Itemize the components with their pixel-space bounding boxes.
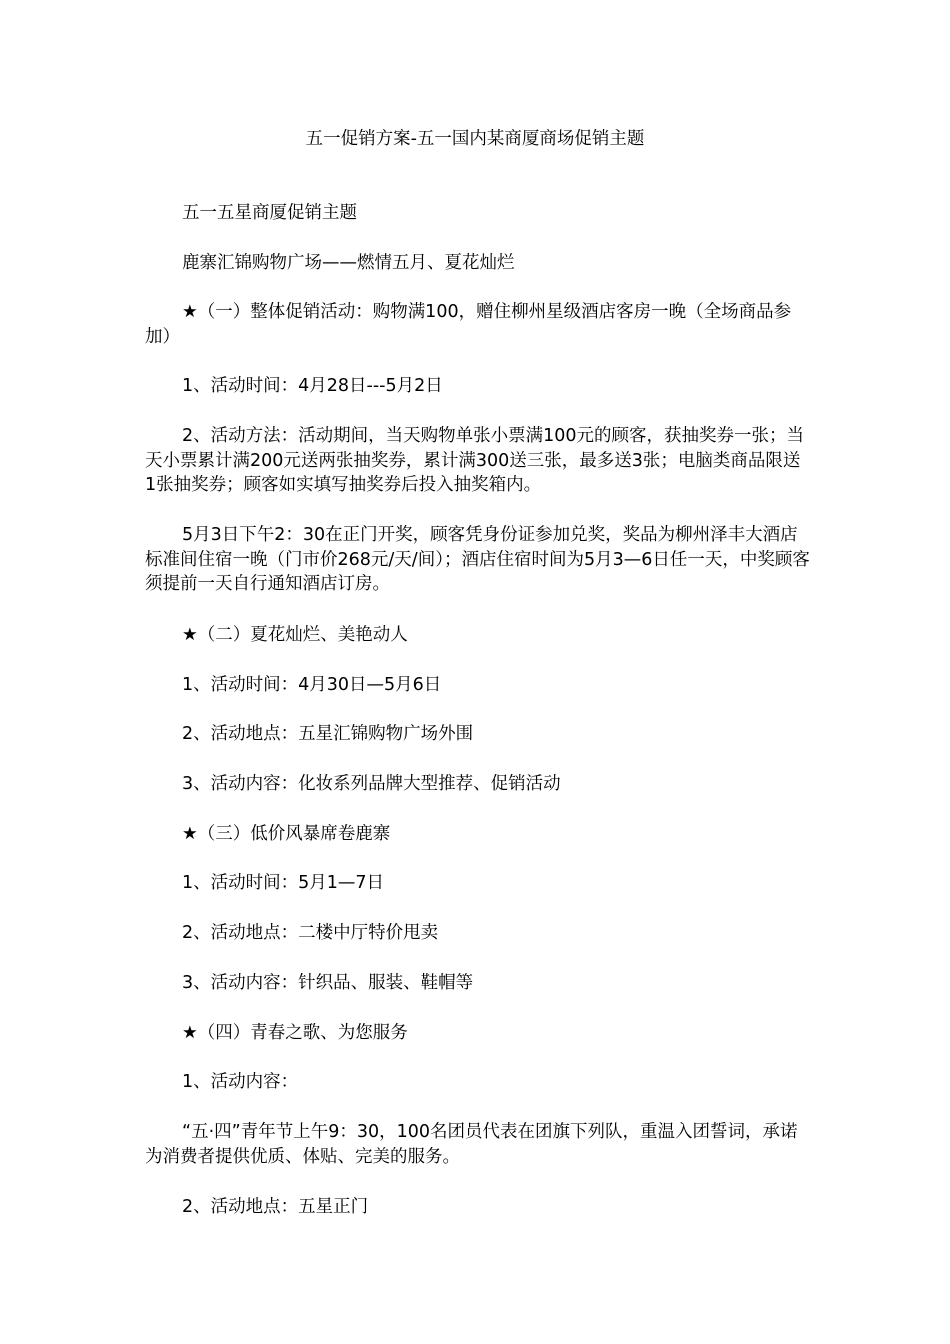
paragraph-section-4-heading: ★（四）青春之歌、为您服务 [182,1023,408,1043]
paragraph-section-3-time: 1、活动时间：5月1—7日 [182,873,385,893]
paragraph-section-1-time: 1、活动时间：4月28日---5月2日 [182,376,443,396]
paragraph-section-3-location: 2、活动地点：二楼中厅特价甩卖 [182,923,439,943]
paragraph-section-4-location: 2、活动地点：五星正门 [182,1197,369,1217]
paragraph-subtitle: 五一五星商厦促销主题 [182,203,357,223]
paragraph-section-4-content-label: 1、活动内容： [182,1072,299,1092]
paragraph-section-3-content: 3、活动内容：针织品、服装、鞋帽等 [182,973,474,993]
paragraph-section-2-heading: ★（二）夏花灿烂、美艳动人 [182,625,408,645]
document-title: 五一促销方案-五一国内某商厦商场促销主题 [305,129,645,149]
paragraph-section-1-heading: ★（一）整体促销活动：购物满100，赠住柳州星级酒店客房一晚（全场商品参加） [145,302,792,347]
paragraph-section-2-content: 3、活动内容：化妆系列品牌大型推荐、促销活动 [182,774,561,794]
paragraph-mall-theme: 鹿寨汇锦购物广场——燃情五月、夏花灿烂 [182,253,515,273]
paragraph-section-3-heading: ★（三）低价风暴席卷鹿寨 [182,824,391,844]
paragraph-section-2-location: 2、活动地点：五星汇锦购物广场外围 [182,724,474,744]
paragraph-section-4-content: “五·四”青年节上午9：30，100名团员代表在团旗下列队，重温入团誓词，承诺为消费者提供优质、体贴、完美的服务。 [145,1122,798,1167]
paragraph-section-1-method: 2、活动方法：活动期间，当天购物单张小票满100元的顾客，获抽奖券一张；当天小票累计满200元送两张抽奖券，累计满300送三张，最多送3张；电脑类商品限送1张抽奖券；顾客如实填写抽奖券后投入抽奖箱内。 [145,426,805,495]
paragraph-section-2-time: 1、活动时间：4月30日—5月6日 [182,675,442,695]
paragraph-section-1-draw: 5月3日下午2：30在正门开奖，顾客凭身份证参加兑奖，奖品为柳州泽丰大酒店标准间住宿一晚（门市价268元/天/间）；酒店住宿时间为5月3—6日任一天，中奖顾客须提前一天自行通知酒店订房。 [145,525,810,594]
